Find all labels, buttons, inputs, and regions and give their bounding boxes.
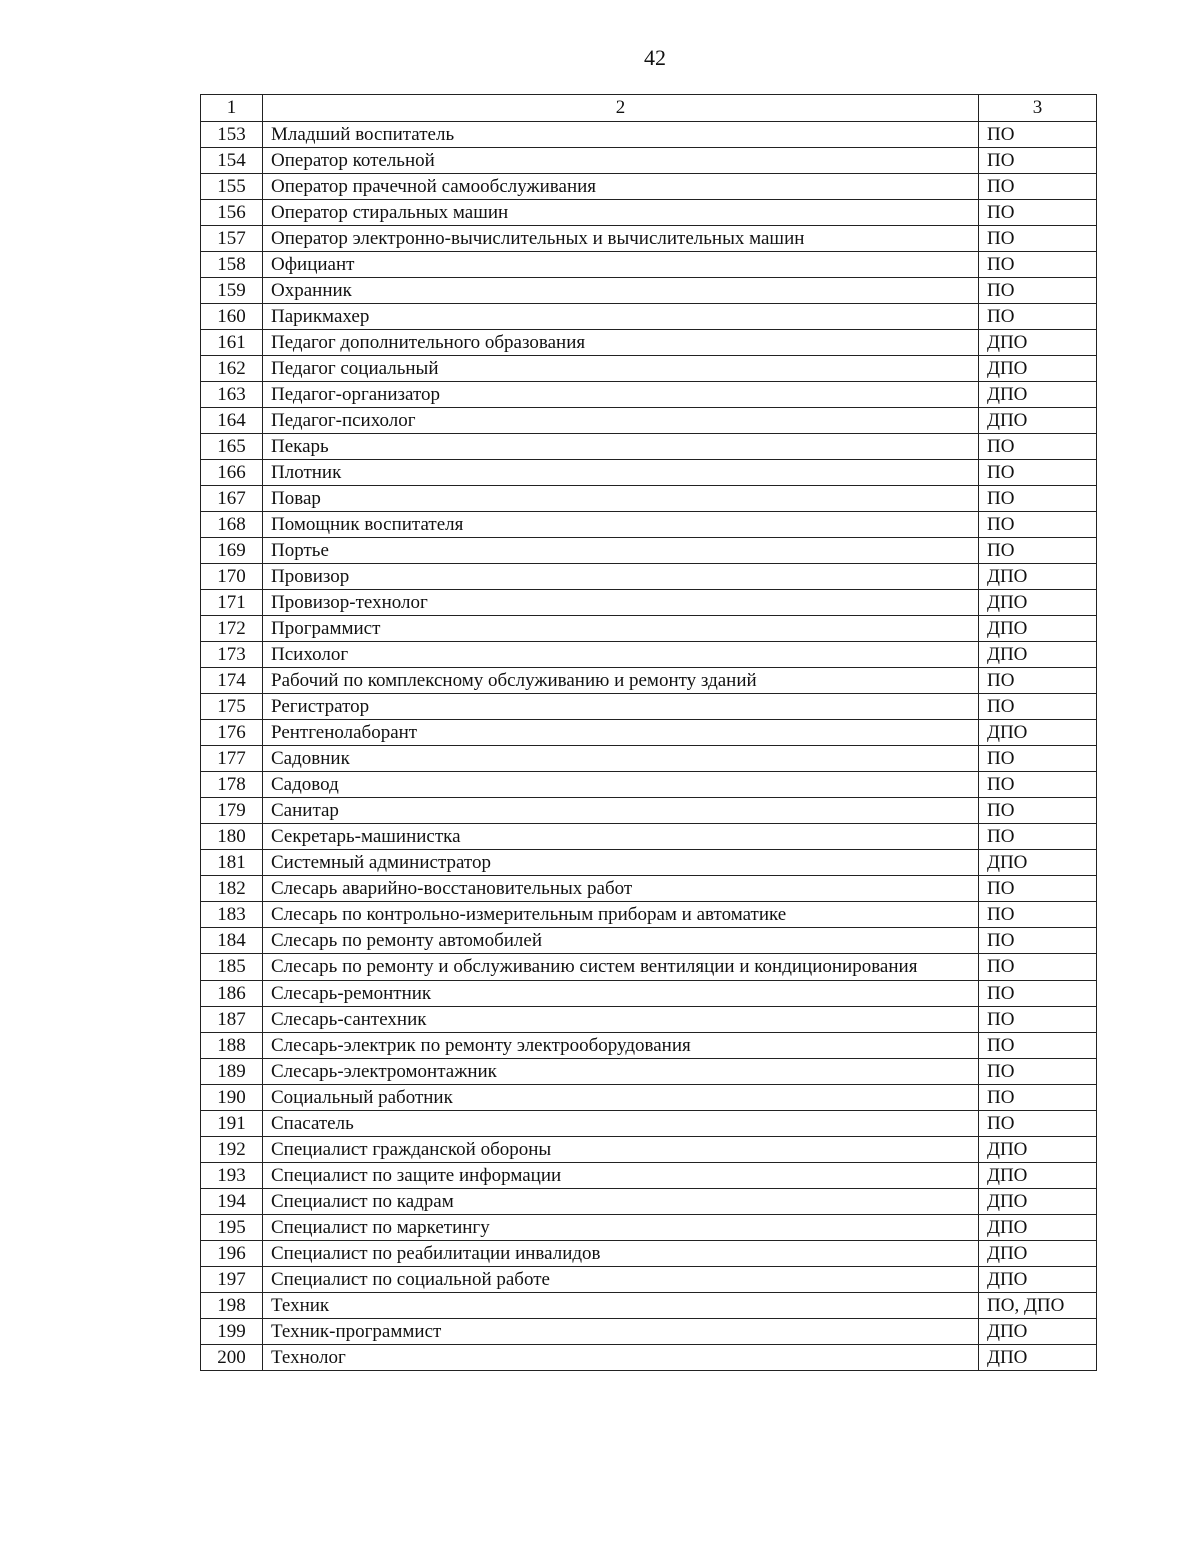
- education-type: ПО: [979, 434, 1097, 460]
- row-number: 154: [201, 148, 263, 174]
- row-number: 163: [201, 382, 263, 408]
- table-row: [201, 850, 1097, 876]
- education-type: ПО: [979, 876, 1097, 902]
- profession-name: Младший воспитатель: [263, 122, 979, 148]
- education-type: ДПО: [979, 590, 1097, 616]
- table-row: [201, 1215, 1097, 1241]
- profession-name: Спасатель: [263, 1111, 979, 1137]
- row-number: 200: [201, 1345, 263, 1371]
- table-row: [201, 798, 1097, 824]
- table-row: [201, 330, 1097, 356]
- education-type: ПО: [979, 486, 1097, 512]
- profession-name: Специалист по защите информации: [263, 1163, 979, 1189]
- row-number: 187: [201, 1007, 263, 1033]
- profession-name: Специалист по кадрам: [263, 1189, 979, 1215]
- profession-name: Секретарь-машинистка: [263, 824, 979, 850]
- education-type: ПО: [979, 200, 1097, 226]
- table-row: [201, 1189, 1097, 1215]
- table-row: [201, 538, 1097, 564]
- row-number: 172: [201, 616, 263, 642]
- profession-name: Слесарь по ремонту автомобилей: [263, 928, 979, 954]
- education-type: ПО: [979, 1033, 1097, 1059]
- table-row: [201, 304, 1097, 330]
- column-header-profession: 2: [263, 95, 979, 122]
- profession-name: Слесарь-сантехник: [263, 1007, 979, 1033]
- profession-name: Педагог социальный: [263, 356, 979, 382]
- profession-name: Оператор котельной: [263, 148, 979, 174]
- education-type: ДПО: [979, 356, 1097, 382]
- row-number: 170: [201, 564, 263, 590]
- row-number: 180: [201, 824, 263, 850]
- row-number: 189: [201, 1059, 263, 1085]
- profession-name: Портье: [263, 538, 979, 564]
- education-type: ДПО: [979, 1137, 1097, 1163]
- profession-name: Парикмахер: [263, 304, 979, 330]
- education-type: ПО: [979, 981, 1097, 1007]
- table-row: [201, 200, 1097, 226]
- profession-name: Технолог: [263, 1345, 979, 1371]
- table-row: [201, 1319, 1097, 1345]
- row-number: 182: [201, 876, 263, 902]
- row-number: 175: [201, 694, 263, 720]
- education-type: ДПО: [979, 1267, 1097, 1293]
- row-number: 156: [201, 200, 263, 226]
- education-type: ПО: [979, 798, 1097, 824]
- table-row: [201, 278, 1097, 304]
- education-type: ПО: [979, 694, 1097, 720]
- profession-name: Специалист по маркетингу: [263, 1215, 979, 1241]
- profession-name: Помощник воспитателя: [263, 512, 979, 538]
- profession-name: Садовник: [263, 746, 979, 772]
- education-type: ПО: [979, 304, 1097, 330]
- table-row: [201, 1293, 1097, 1319]
- table-row: [201, 616, 1097, 642]
- profession-name: Техник-программист: [263, 1319, 979, 1345]
- education-type: ДПО: [979, 1241, 1097, 1267]
- table-row: [201, 460, 1097, 486]
- table-row: [201, 1033, 1097, 1059]
- table-row: [201, 694, 1097, 720]
- profession-name: Специалист гражданской обороны: [263, 1137, 979, 1163]
- education-type: ДПО: [979, 720, 1097, 746]
- education-type: ДПО: [979, 1163, 1097, 1189]
- profession-name: Охранник: [263, 278, 979, 304]
- profession-name: Слесарь аварийно-восстановительных работ: [263, 876, 979, 902]
- row-number: 176: [201, 720, 263, 746]
- table-row: [201, 226, 1097, 252]
- table-row: [201, 174, 1097, 200]
- table-row: [201, 148, 1097, 174]
- education-type: ПО, ДПО: [979, 1293, 1097, 1319]
- table-row: [201, 356, 1097, 382]
- profession-name: Рентгенолаборант: [263, 720, 979, 746]
- row-number: 171: [201, 590, 263, 616]
- profession-name: Социальный работник: [263, 1085, 979, 1111]
- education-type: ДПО: [979, 850, 1097, 876]
- row-number: 157: [201, 226, 263, 252]
- table-row: [201, 252, 1097, 278]
- profession-name: Слесарь по ремонту и обслуживанию систем вентиляции и кондиционирования: [263, 954, 979, 981]
- table-row: [201, 1111, 1097, 1137]
- row-number: 160: [201, 304, 263, 330]
- profession-name: Слесарь-электрик по ремонту электрооборудования: [263, 1033, 979, 1059]
- row-number: 161: [201, 330, 263, 356]
- education-type: ПО: [979, 278, 1097, 304]
- education-type: ДПО: [979, 564, 1097, 590]
- education-type: ПО: [979, 1007, 1097, 1033]
- table-row: [201, 720, 1097, 746]
- education-type: ДПО: [979, 330, 1097, 356]
- table-row: [201, 1345, 1097, 1371]
- row-number: 166: [201, 460, 263, 486]
- profession-name: Плотник: [263, 460, 979, 486]
- table-row: [201, 668, 1097, 694]
- profession-name: Педагог дополнительного образования: [263, 330, 979, 356]
- row-number: 164: [201, 408, 263, 434]
- education-type: ПО: [979, 460, 1097, 486]
- row-number: 190: [201, 1085, 263, 1111]
- profession-name: Слесарь-ремонтник: [263, 981, 979, 1007]
- education-type: ДПО: [979, 1215, 1097, 1241]
- page-number: 42: [644, 45, 666, 70]
- profession-name: Системный администратор: [263, 850, 979, 876]
- row-number: 169: [201, 538, 263, 564]
- education-type: ПО: [979, 1085, 1097, 1111]
- profession-name: Оператор прачечной самообслуживания: [263, 174, 979, 200]
- education-type: ДПО: [979, 616, 1097, 642]
- row-number: 183: [201, 902, 263, 928]
- table-row: [201, 512, 1097, 538]
- table-row: [201, 981, 1097, 1007]
- profession-name: Слесарь по контрольно-измерительным приборам и автоматике: [263, 902, 979, 928]
- table-row: [201, 746, 1097, 772]
- profession-name: Садовод: [263, 772, 979, 798]
- profession-name: Пекарь: [263, 434, 979, 460]
- row-number: 197: [201, 1267, 263, 1293]
- education-type: ПО: [979, 174, 1097, 200]
- education-type: ПО: [979, 538, 1097, 564]
- education-type: ПО: [979, 148, 1097, 174]
- profession-name: Рабочий по комплексному обслуживанию и ремонту зданий: [263, 668, 979, 694]
- education-type: ПО: [979, 824, 1097, 850]
- row-number: 153: [201, 122, 263, 148]
- row-number: 195: [201, 1215, 263, 1241]
- table-row: [201, 590, 1097, 616]
- profession-name: Психолог: [263, 642, 979, 668]
- education-type: ПО: [979, 902, 1097, 928]
- education-type: ДПО: [979, 408, 1097, 434]
- education-type: ПО: [979, 772, 1097, 798]
- row-number: 173: [201, 642, 263, 668]
- education-type: ДПО: [979, 1345, 1097, 1371]
- profession-name: Регистратор: [263, 694, 979, 720]
- education-type: ПО: [979, 668, 1097, 694]
- profession-name: Повар: [263, 486, 979, 512]
- education-type: ПО: [979, 512, 1097, 538]
- row-number: 199: [201, 1319, 263, 1345]
- column-header-education: 3: [979, 95, 1097, 122]
- profession-name: Официант: [263, 252, 979, 278]
- table-row: [201, 824, 1097, 850]
- row-number: 155: [201, 174, 263, 200]
- row-number: 158: [201, 252, 263, 278]
- table-row: [201, 954, 1097, 981]
- education-type: ПО: [979, 746, 1097, 772]
- row-number: 186: [201, 981, 263, 1007]
- education-type: ДПО: [979, 642, 1097, 668]
- table-row: [201, 1241, 1097, 1267]
- table-row: [201, 564, 1097, 590]
- profession-name: Педагог-психолог: [263, 408, 979, 434]
- table-row: [201, 1007, 1097, 1033]
- row-number: 194: [201, 1189, 263, 1215]
- table-header-row: [201, 95, 1097, 122]
- row-number: 159: [201, 278, 263, 304]
- row-number: 184: [201, 928, 263, 954]
- table-row: [201, 486, 1097, 512]
- table-row: [201, 1267, 1097, 1293]
- row-number: 177: [201, 746, 263, 772]
- row-number: 192: [201, 1137, 263, 1163]
- row-number: 181: [201, 850, 263, 876]
- table-row: [201, 122, 1097, 148]
- row-number: 167: [201, 486, 263, 512]
- row-number: 178: [201, 772, 263, 798]
- row-number: 198: [201, 1293, 263, 1319]
- table-row: [201, 642, 1097, 668]
- education-type: ПО: [979, 1111, 1097, 1137]
- profession-name: Педагог-организатор: [263, 382, 979, 408]
- row-number: 174: [201, 668, 263, 694]
- table-row: [201, 772, 1097, 798]
- education-type: ПО: [979, 252, 1097, 278]
- profession-name: Специалист по социальной работе: [263, 1267, 979, 1293]
- education-type: ПО: [979, 954, 1097, 981]
- table-body: [201, 122, 1097, 1371]
- profession-name: Слесарь-электромонтажник: [263, 1059, 979, 1085]
- column-header-number: 1: [201, 95, 263, 122]
- education-type: ДПО: [979, 1319, 1097, 1345]
- row-number: 193: [201, 1163, 263, 1189]
- profession-name: Оператор стиральных машин: [263, 200, 979, 226]
- row-number: 168: [201, 512, 263, 538]
- table-row: [201, 434, 1097, 460]
- education-type: ДПО: [979, 382, 1097, 408]
- profession-name: Техник: [263, 1293, 979, 1319]
- professions-table: [200, 94, 1097, 1371]
- education-type: ДПО: [979, 1189, 1097, 1215]
- education-type: ПО: [979, 122, 1097, 148]
- table-row: [201, 1059, 1097, 1085]
- profession-name: Провизор-технолог: [263, 590, 979, 616]
- profession-name: Программист: [263, 616, 979, 642]
- row-number: 165: [201, 434, 263, 460]
- education-type: ПО: [979, 1059, 1097, 1085]
- row-number: 188: [201, 1033, 263, 1059]
- table-row: [201, 902, 1097, 928]
- education-type: ПО: [979, 928, 1097, 954]
- row-number: 191: [201, 1111, 263, 1137]
- row-number: 196: [201, 1241, 263, 1267]
- row-number: 162: [201, 356, 263, 382]
- row-number: 185: [201, 954, 263, 981]
- table-row: [201, 1137, 1097, 1163]
- profession-name: Оператор электронно-вычислительных и вычислительных машин: [263, 226, 979, 252]
- table-row: [201, 382, 1097, 408]
- profession-name: Санитар: [263, 798, 979, 824]
- table-row: [201, 928, 1097, 954]
- profession-name: Провизор: [263, 564, 979, 590]
- table-row: [201, 1085, 1097, 1111]
- table-row: [201, 876, 1097, 902]
- education-type: ПО: [979, 226, 1097, 252]
- row-number: 179: [201, 798, 263, 824]
- table-row: [201, 1163, 1097, 1189]
- profession-name: Специалист по реабилитации инвалидов: [263, 1241, 979, 1267]
- table-row: [201, 408, 1097, 434]
